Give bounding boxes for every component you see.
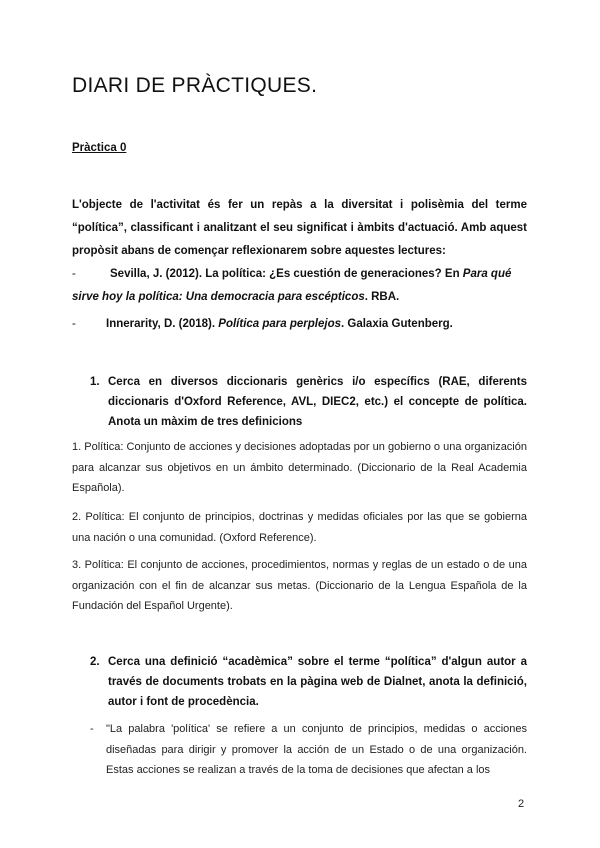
list-dash: - bbox=[72, 268, 76, 280]
list-dash: - bbox=[90, 723, 94, 735]
list-dash: - bbox=[72, 318, 76, 330]
section-heading: Pràctica 0 bbox=[72, 142, 127, 154]
reference-text bbox=[72, 313, 527, 336]
quote-item bbox=[90, 719, 527, 781]
question-number: 1. bbox=[90, 376, 100, 388]
question-text: Cerca en diversos diccionaris genèrics i/o específics (RAE, diferents diccionaris d'Oxford Reference, AVL, DIEC2, etc.) el concepte de política. Anota un màxim de tres definicions bbox=[108, 376, 527, 428]
question-number: 2. bbox=[90, 656, 100, 668]
reference-text bbox=[72, 263, 527, 309]
quote-text: "La palabra 'política' se refiere a un conjunto de principios, medidas o acciones diseñadas para dirigir y promover la acción de un Estado o de una organización. Estas acciones se realizan a través de la toma de decisiones que afectan a los bbox=[106, 723, 527, 776]
page-number: 2 bbox=[518, 798, 525, 810]
page-title: DIARI DE PRÀCTIQUES. bbox=[72, 74, 318, 97]
reference-lead: Innerarity, D. (2018). bbox=[106, 318, 219, 330]
question-1 bbox=[90, 372, 527, 432]
reference-italic-title: Política para perplejos bbox=[218, 318, 341, 330]
reference-tail: . Galaxia Gutenberg. bbox=[341, 318, 453, 330]
reference-item bbox=[72, 263, 527, 309]
reference-italic-title: Para qué sirve hoy la política: Una democracia para escépticos bbox=[72, 268, 512, 303]
reference-lead: Sevilla, J. (2012). La política: ¿Es cuestión de generaciones? En bbox=[110, 268, 463, 280]
intro-paragraph: L'objecte de l'activitat és fer un repàs a la diversitat i polisèmia del terme “política”, classificant i analitzant el seu significat i àmbits d'actuació. Amb aquest propòsit abans de començar reflexionarem sobre aquestes lectures: bbox=[72, 199, 527, 257]
reference-tail: . RBA. bbox=[364, 291, 400, 303]
definition-paragraph: 2. Política: El conjunto de principios, doctrinas y medidas oficiales por las que se gobierna una nación o una comunidad. (Oxford Reference). bbox=[72, 511, 527, 544]
definition-paragraph: 1. Política: Conjunto de acciones y decisiones adoptadas por un gobierno o una organización para alcanzar sus objetivos en un ámbito determinado. (Diccionario de la Real Academia Española). bbox=[72, 441, 527, 494]
definition-paragraph: 3. Política: El conjunto de acciones, procedimientos, normas y reglas de un estado o de una organización con el fin de alcanzar sus metas. (Diccionario de la Lengua Española de la Fundación del Español Urgente). bbox=[72, 559, 527, 612]
question-2 bbox=[90, 652, 527, 712]
reference-item bbox=[72, 313, 527, 336]
question-text: Cerca una definició “acadèmica” sobre el terme “política” d'algun autor a través de documents trobats en la pàgina web de Dialnet, anota la definició, autor i font de procedència. bbox=[108, 656, 527, 708]
